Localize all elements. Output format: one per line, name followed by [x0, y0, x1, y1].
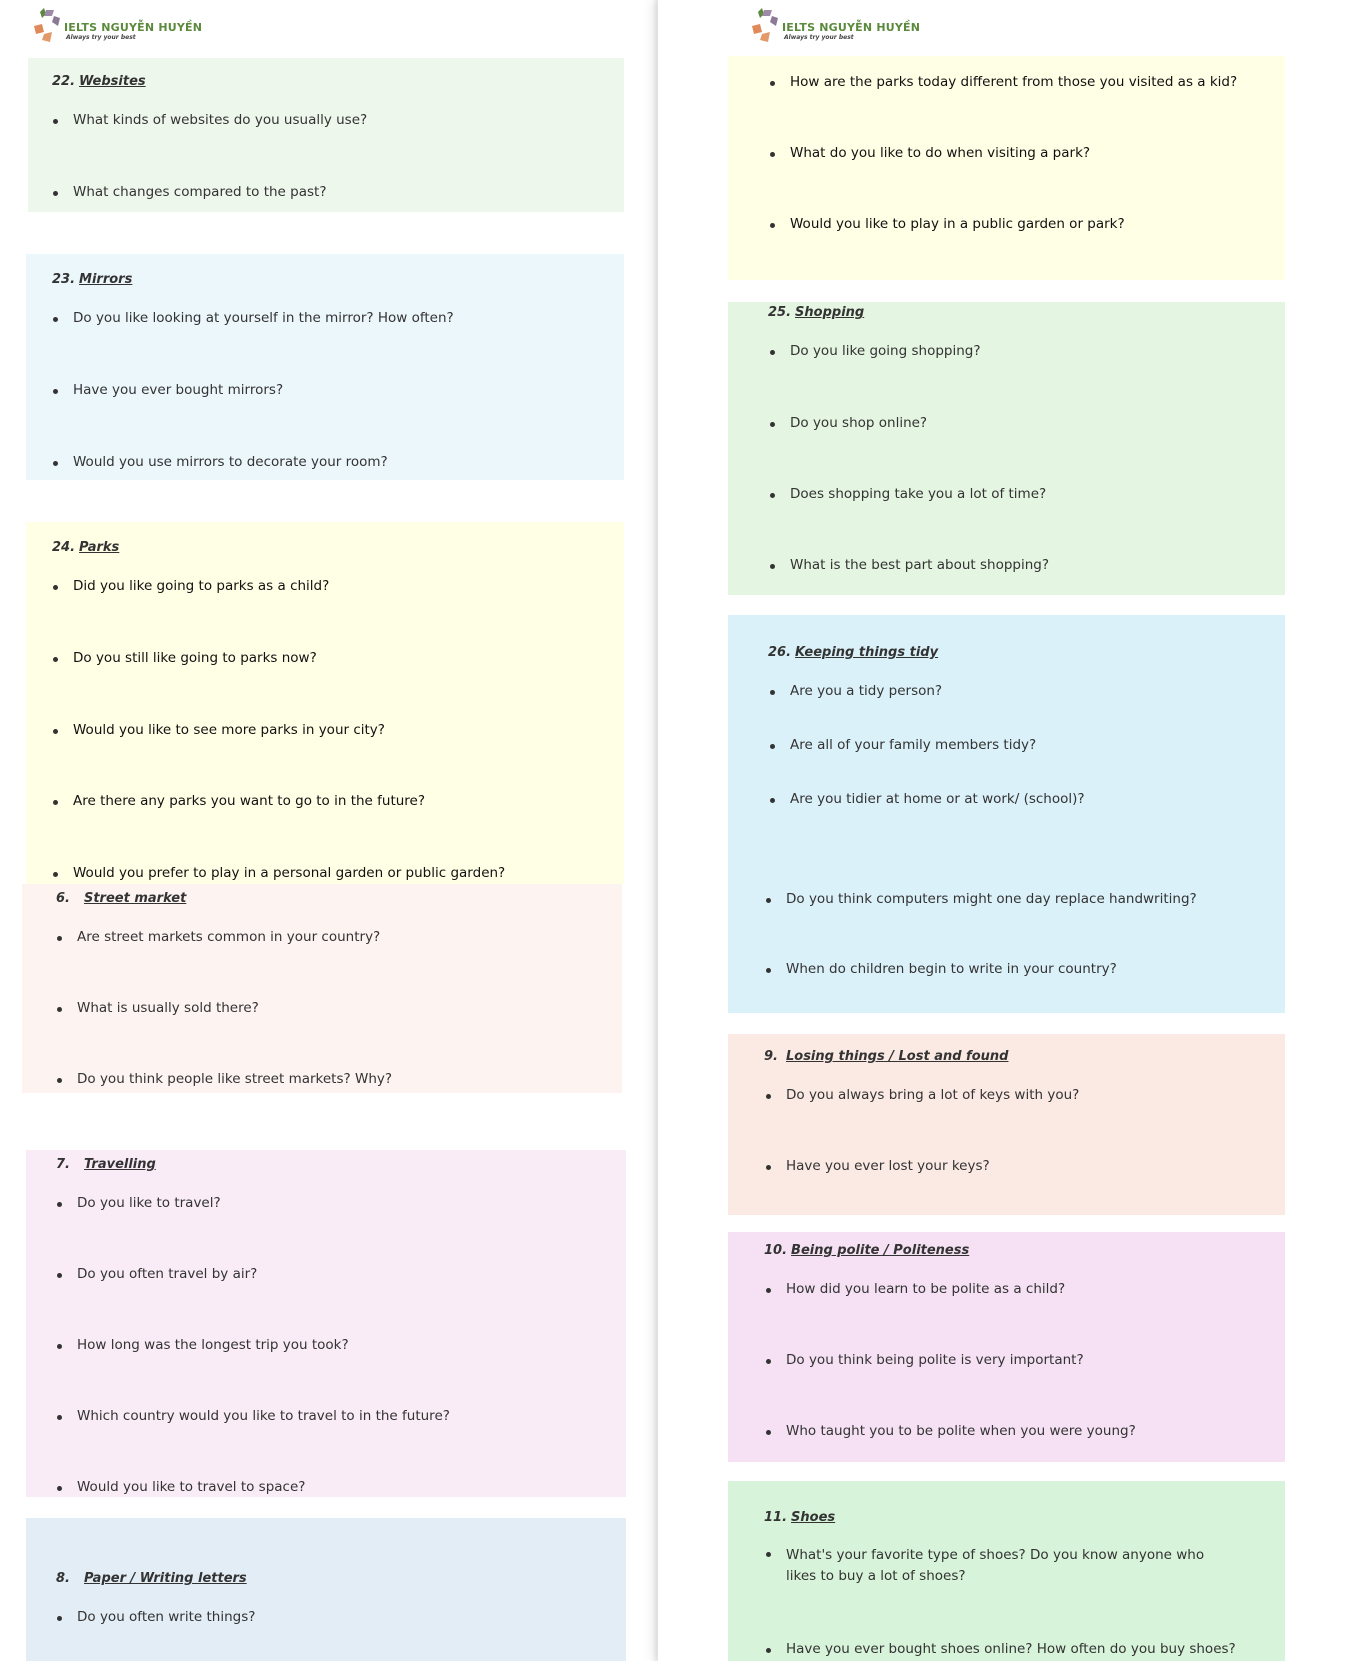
section-heading	[56, 1571, 247, 1586]
question-item: Would you prefer to play in a personal garden or public garden?	[73, 865, 506, 881]
question-item: What kinds of websites do you usually use?	[73, 112, 368, 128]
question-item: What do you like to do when visiting a park?	[790, 145, 1091, 161]
question-item: Would you like to see more parks in your city?	[73, 722, 385, 738]
section-title: Shoes	[791, 1510, 836, 1525]
logo-mark-icon	[752, 8, 782, 44]
shoes-section	[728, 1481, 1285, 1661]
question-item: What changes compared to the past?	[73, 184, 327, 200]
section-number: 9.	[764, 1049, 778, 1064]
logo-mark-icon	[34, 8, 64, 44]
section-heading	[52, 540, 119, 555]
section-title: Shopping	[795, 305, 865, 320]
paper-section	[26, 1518, 626, 1661]
question-item: What is usually sold there?	[77, 1000, 259, 1016]
parks-continued-section	[728, 56, 1285, 280]
question-item: How long was the longest trip you took?	[77, 1337, 349, 1353]
section-title: Parks	[79, 540, 120, 555]
street-market-section	[22, 884, 622, 1093]
question-item: Are you a tidy person?	[790, 683, 943, 699]
section-title: Losing things / Lost and found	[785, 1049, 1009, 1064]
shopping-section	[728, 302, 1285, 595]
section-title: Paper / Writing letters	[83, 1571, 247, 1586]
section-heading	[52, 74, 146, 89]
section-title: Websites	[79, 74, 146, 89]
section-heading	[764, 1049, 1008, 1064]
question-item: Do you always bring a lot of keys with you?	[786, 1087, 1080, 1103]
section-heading	[56, 891, 186, 906]
section-title: Mirrors	[79, 272, 133, 287]
question-item: What is the best part about shopping?	[790, 557, 1050, 573]
question-item: Do you think people like street markets? Why?	[77, 1071, 393, 1087]
question-item: Do you like going shopping?	[790, 343, 981, 359]
question-item: When do children begin to write in your country?	[786, 961, 1117, 977]
question-item: Do you often travel by air?	[77, 1266, 258, 1282]
mirrors-section	[26, 254, 624, 480]
section-number: 7.	[56, 1157, 70, 1172]
question-item: Which country would you like to travel to in the future?	[77, 1408, 450, 1424]
tidy-section	[728, 615, 1285, 1013]
section-number: 23.	[52, 272, 76, 287]
brand-logo	[34, 8, 203, 48]
brand-logo	[752, 8, 921, 48]
question-item: Have you ever bought mirrors?	[73, 382, 284, 398]
logo-tagline: Always try your best	[784, 34, 854, 41]
question-item: Do you often write things?	[77, 1609, 256, 1625]
question-item: Do you think computers might one day replace handwriting?	[786, 891, 1197, 907]
section-number: 10.	[764, 1243, 788, 1258]
parks-section	[26, 522, 624, 884]
losing-things-section	[728, 1034, 1285, 1215]
question-item: Are all of your family members tidy?	[790, 737, 1037, 753]
question-item: How are the parks today different from those you visited as a kid?	[790, 74, 1238, 90]
left-page	[0, 0, 655, 1661]
politeness-section	[728, 1232, 1285, 1462]
section-number: 11.	[764, 1510, 788, 1525]
question-item: Are street markets common in your country?	[77, 929, 381, 945]
question-item: How did you learn to be polite as a child?	[786, 1281, 1066, 1297]
question-item: Have you ever bought shoes online? How often do you buy shoes?	[786, 1641, 1236, 1657]
question-item: Do you like to travel?	[77, 1195, 221, 1211]
section-number: 8.	[56, 1571, 70, 1586]
travelling-section	[26, 1150, 626, 1497]
question-item: Would you like to travel to space?	[77, 1479, 306, 1495]
question-item: Would you like to play in a public garden or park?	[790, 216, 1125, 232]
websites-section	[28, 58, 624, 212]
right-page	[658, 0, 1346, 1661]
logo-brand-text: IELTS NGUYỄN HUYỀN	[64, 21, 203, 34]
logo-tagline: Always try your best	[66, 34, 136, 41]
question-item: Would you use mirrors to decorate your room?	[73, 454, 388, 470]
section-title: Keeping things tidy	[795, 645, 939, 660]
question-item: Did you like going to parks as a child?	[73, 578, 330, 594]
section-title: Street market	[83, 891, 187, 906]
question-item: Do you shop online?	[790, 415, 928, 431]
section-number: 25.	[768, 305, 792, 320]
section-heading	[56, 1157, 156, 1172]
question-item: Who taught you to be polite when you were young?	[786, 1423, 1136, 1439]
section-title: Being polite / Politeness	[791, 1243, 970, 1258]
section-heading	[764, 1243, 969, 1258]
section-number: 6.	[56, 891, 70, 906]
logo-brand-text: IELTS NGUYỄN HUYỀN	[782, 21, 921, 34]
question-item: What's your favorite type of shoes? Do you know anyone who likes to buy a lot of shoes?	[786, 1545, 1216, 1587]
section-heading	[768, 645, 938, 660]
section-heading	[764, 1510, 835, 1525]
section-number: 26.	[768, 645, 792, 660]
question-item: Does shopping take you a lot of time?	[790, 486, 1047, 502]
section-number: 24.	[52, 540, 76, 555]
section-heading	[768, 305, 864, 320]
question-item: Do you still like going to parks now?	[73, 650, 317, 666]
question-item: Are you tidier at home or at work/ (school)?	[790, 791, 1085, 807]
question-item: Are there any parks you want to go to in the future?	[73, 793, 426, 809]
question-item: Do you like looking at yourself in the mirror? How often?	[73, 310, 454, 326]
question-item: Have you ever lost your keys?	[786, 1158, 990, 1174]
section-heading	[52, 272, 132, 287]
question-item: Do you think being polite is very important?	[786, 1352, 1084, 1368]
section-number: 22.	[52, 74, 76, 89]
section-title: Travelling	[83, 1157, 156, 1172]
